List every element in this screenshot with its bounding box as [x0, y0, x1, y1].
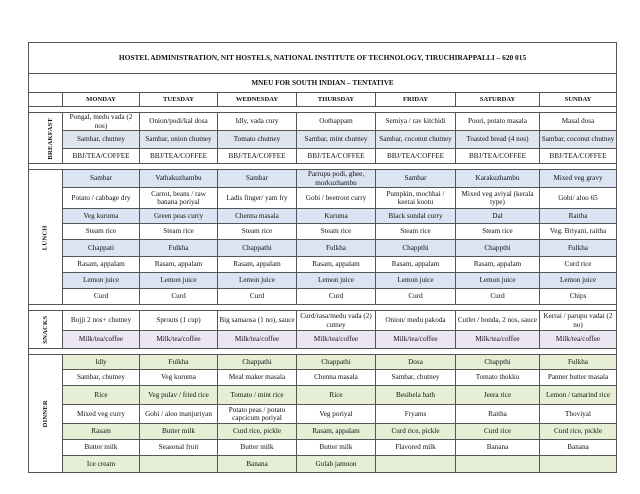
menu-cell: BBJ/TEA/COFFEE — [456, 149, 540, 164]
menu-cell: Chappathi — [218, 240, 297, 257]
menu-row-lunch — [29, 240, 617, 257]
day-header: SUNDAY — [540, 93, 617, 107]
menu-cell: BBJ/TEA/COFFEE — [63, 149, 140, 164]
meal-label-text: LUNCH — [41, 225, 49, 250]
menu-cell: Chappathi — [297, 355, 376, 370]
menu-cell: Jeera rice — [456, 386, 540, 405]
menu-cell — [376, 456, 456, 473]
menu-cell: Steam rice — [376, 224, 456, 240]
day-header: WEDNESDAY — [218, 93, 297, 107]
menu-cell: Lemon juice — [63, 273, 140, 289]
menu-cell: Seasonal fruit — [140, 440, 218, 456]
menu-cell: Veg pulav / fried rice — [140, 386, 218, 405]
menu-cell: Sprouts (1 cup) — [140, 311, 218, 331]
menu-cell: Veg. Briyani, raitha — [540, 224, 617, 240]
menu-row-lunch — [29, 224, 617, 240]
menu-cell: Black sundal curry — [376, 209, 456, 224]
menu-row-breakfast — [29, 149, 617, 164]
menu-sheet — [28, 42, 616, 473]
meal-label-lunch — [29, 170, 63, 305]
menu-cell: Bujji 2 nos+ chutney — [63, 311, 140, 331]
menu-cell: Masal dosa — [540, 113, 617, 131]
menu-cell: Mixed veg curry — [63, 405, 140, 424]
menu-row-dinner — [29, 424, 617, 440]
menu-cell: Curd — [140, 289, 218, 305]
menu-cell: Fryams — [376, 405, 456, 424]
menu-cell: Steam rice — [456, 224, 540, 240]
menu-cell: Chenna masala — [297, 370, 376, 386]
menu-cell: Big samaosa (1 no), sauce — [218, 311, 297, 331]
meal-label-snacks — [29, 311, 63, 349]
menu-row-dinner — [29, 355, 617, 370]
menu-cell: Butter milk — [297, 440, 376, 456]
meal-label-text: DINNER — [41, 400, 49, 428]
menu-cell: Sambar, mint chutney — [297, 131, 376, 149]
menu-cell: Milk/tea/coffee — [297, 331, 376, 349]
menu-cell: BBJ/TEA/COFFEE — [540, 149, 617, 164]
menu-cell: Mixed veg aviyal (kerala type) — [456, 188, 540, 209]
menu-cell: Curd rice, pickle — [540, 424, 617, 440]
menu-cell: Rasam, appalam — [63, 257, 140, 273]
menu-row-lunch — [29, 289, 617, 305]
menu-cell: Curd rice, pickle — [218, 424, 297, 440]
menu-cell: Butter milk — [63, 440, 140, 456]
menu-cell: Curd rice, pickle — [376, 424, 456, 440]
menu-cell: Gobi / aloo manjuriyan — [140, 405, 218, 424]
menu-cell: Lemon / tamarind rice — [540, 386, 617, 405]
menu-cell: Flavored milk — [376, 440, 456, 456]
menu-cell: Steam rice — [140, 224, 218, 240]
menu-cell: Chenna masala — [218, 209, 297, 224]
menu-row-dinner — [29, 386, 617, 405]
menu-cell: Chappthi — [456, 355, 540, 370]
day-header: THURSDAY — [297, 93, 376, 107]
menu-cell: Karakuzhambu — [456, 170, 540, 188]
menu-row-breakfast — [29, 113, 617, 131]
menu-cell: Rice — [63, 386, 140, 405]
menu-cell: Chappati — [63, 240, 140, 257]
menu-cell: Chips — [540, 289, 617, 305]
menu-cell: Rice — [297, 386, 376, 405]
menu-row-dinner — [29, 370, 617, 386]
menu-cell: Sambar — [63, 170, 140, 188]
menu-cell: Semiya / rav kitchidi — [376, 113, 456, 131]
menu-cell: Pongal, medu vada (2 nos) — [63, 113, 140, 131]
menu-cell: Potato / cabbage dry — [63, 188, 140, 209]
meal-label-text: SNACKS — [41, 316, 49, 344]
menu-cell: Steam rice — [297, 224, 376, 240]
menu-cell: Kuruma — [297, 209, 376, 224]
menu-cell: Curd — [63, 289, 140, 305]
menu-cell: BBJ/TEA/COFFEE — [376, 149, 456, 164]
menu-row-dinner — [29, 440, 617, 456]
menu-cell: Lemon juice — [297, 273, 376, 289]
menu-cell: Veg poriyal — [297, 405, 376, 424]
menu-cell: Curd/rasa/medu vada (2) cutney — [297, 311, 376, 331]
menu-cell: Chappathi — [218, 355, 297, 370]
menu-cell: Cutlet / bonda, 2 nos, sauce — [456, 311, 540, 331]
menu-cell: Rasam, appalam — [140, 257, 218, 273]
menu-cell: Dosa — [376, 355, 456, 370]
menu-cell: Chappthi — [376, 240, 456, 257]
menu-cell: Fulkha — [297, 240, 376, 257]
menu-row-breakfast — [29, 131, 617, 149]
institution-title: HOSTEL ADMINISTRATION, NIT HOSTELS, NATIONAL INSTITUTE OF TECHNOLOGY, TIRUCHIRAPPALLI – 620 015 — [29, 43, 617, 74]
menu-cell: Curd — [376, 289, 456, 305]
menu-cell: Raitha — [540, 209, 617, 224]
menu-cell: Lemon juice — [540, 273, 617, 289]
menu-row-dinner — [29, 456, 617, 473]
menu-cell: Curd rice — [456, 424, 540, 440]
menu-cell: Banana — [218, 456, 297, 473]
menu-cell: Fulkha — [540, 355, 617, 370]
menu-cell: Fulkha — [140, 240, 218, 257]
menu-cell: Sambar, coconut chutney — [540, 131, 617, 149]
menu-cell: Ice cream — [63, 456, 140, 473]
menu-cell: Milk/tea/coffee — [540, 331, 617, 349]
menu-cell: Steam rice — [63, 224, 140, 240]
menu-row-lunch — [29, 257, 617, 273]
menu-cell: Curd — [456, 289, 540, 305]
menu-cell: Idly, vada cury — [218, 113, 297, 131]
menu-cell: Parrupu podi, ghee, morkuzhambu — [297, 170, 376, 188]
menu-cell: Mixed veg gravy — [540, 170, 617, 188]
menu-cell: Sambar, chutney — [376, 370, 456, 386]
menu-cell: Gulab jamoon — [297, 456, 376, 473]
menu-cell: Butter milk — [140, 424, 218, 440]
day-header-row — [29, 93, 617, 107]
menu-cell: Dal — [456, 209, 540, 224]
menu-cell: Curd — [297, 289, 376, 305]
menu-cell: Raitha — [456, 405, 540, 424]
menu-cell: Potato peas / potato capcicum poriyal — [218, 405, 297, 424]
day-header: FRIDAY — [376, 93, 456, 107]
menu-cell: Curd rice — [540, 257, 617, 273]
menu-cell: Tomato thokku — [456, 370, 540, 386]
menu-cell: Sambar, chutney — [63, 370, 140, 386]
menu-cell: Rasam, appalam — [297, 257, 376, 273]
menu-cell: BBJ/TEA/COFFEE — [218, 149, 297, 164]
menu-cell: BBJ/TEA/COFFEE — [140, 149, 218, 164]
menu-cell: Lemon juice — [140, 273, 218, 289]
day-header: TUESDAY — [140, 93, 218, 107]
menu-cell: Oothappam — [297, 113, 376, 131]
menu-cell: Sambar, chutney — [63, 131, 140, 149]
menu-cell: Gobi / beetroot curry — [297, 188, 376, 209]
menu-cell: Onion/ medu pakoda — [376, 311, 456, 331]
corner-cell — [29, 93, 63, 107]
menu-cell: Rasam, appalam — [376, 257, 456, 273]
menu-cell: Tomato chutney — [218, 131, 297, 149]
menu-cell: Curd — [218, 289, 297, 305]
menu-cell: Sambar, onion chutney — [140, 131, 218, 149]
menu-cell: Rasam, appalam — [456, 257, 540, 273]
menu-cell: Ladis finger/ yam fry — [218, 188, 297, 209]
menu-cell: Idly — [63, 355, 140, 370]
menu-cell: Sambar — [218, 170, 297, 188]
menu-cell: Chappthi — [456, 240, 540, 257]
menu-cell: Fulkha — [540, 240, 617, 257]
menu-cell: Poori, potato masala — [456, 113, 540, 131]
menu-cell — [540, 456, 617, 473]
menu-cell: Steam rice — [218, 224, 297, 240]
menu-cell: Rasam, appalam — [218, 257, 297, 273]
menu-row-snacks — [29, 311, 617, 331]
menu-cell: Rasam, appalam — [297, 424, 376, 440]
day-header: MONDAY — [63, 93, 140, 107]
menu-cell: Lemon juice — [376, 273, 456, 289]
menu-table — [28, 42, 617, 473]
menu-row-lunch — [29, 188, 617, 209]
menu-row-lunch — [29, 273, 617, 289]
menu-cell: Gobi/ aloo 65 — [540, 188, 617, 209]
menu-cell: Milk/tea/coffee — [218, 331, 297, 349]
menu-cell: Panner butter masala — [540, 370, 617, 386]
menu-cell: Green peas curry — [140, 209, 218, 224]
menu-cell: Tomato / mint rice — [218, 386, 297, 405]
menu-cell: Pumpkin, mochhai / keerai kootu — [376, 188, 456, 209]
menu-cell — [140, 456, 218, 473]
menu-cell: Vathakuzhambu — [140, 170, 218, 188]
menu-row-lunch — [29, 209, 617, 224]
menu-cell: Sambar, coconut chutney — [376, 131, 456, 149]
menu-cell: Kerrai / parupu vadai (2 no) — [540, 311, 617, 331]
menu-cell: Toasted bread (4 nos) — [456, 131, 540, 149]
menu-row-snacks — [29, 331, 617, 349]
menu-cell: Milk/tea/coffee — [376, 331, 456, 349]
menu-title: MNEU FOR SOUTH INDIAN – TENTATIVE — [29, 74, 617, 93]
menu-cell: Banana — [540, 440, 617, 456]
menu-cell: Banana — [456, 440, 540, 456]
menu-cell: Fulkha — [140, 355, 218, 370]
menu-cell — [456, 456, 540, 473]
menu-cell: BBJ/TEA/COFFEE — [297, 149, 376, 164]
menu-cell: Lemon juice — [218, 273, 297, 289]
menu-cell: Thoviyal — [540, 405, 617, 424]
menu-row-lunch — [29, 170, 617, 188]
day-header: SATURDAY — [456, 93, 540, 107]
menu-cell: Rasam — [63, 424, 140, 440]
menu-cell: Butter milk — [218, 440, 297, 456]
menu-cell: Meal maker masala — [218, 370, 297, 386]
menu-cell: Onion/podi/kal dosa — [140, 113, 218, 131]
meal-label-dinner — [29, 355, 63, 473]
meal-label-breakfast — [29, 113, 63, 164]
menu-cell: Sambar — [376, 170, 456, 188]
menu-cell: Veg kuruma — [63, 209, 140, 224]
menu-cell: Besibela bath — [376, 386, 456, 405]
menu-cell: Lemon juice — [456, 273, 540, 289]
menu-cell: Veg kuruma — [140, 370, 218, 386]
menu-cell: Milk/tea/coffee — [140, 331, 218, 349]
menu-cell: Milk/tea/coffee — [456, 331, 540, 349]
menu-cell: Carrot, beans / raw banana poriyal — [140, 188, 218, 209]
meal-label-text: BREAKFAST — [47, 117, 55, 160]
menu-row-dinner — [29, 405, 617, 424]
menu-cell: Milk/tea/coffee — [63, 331, 140, 349]
